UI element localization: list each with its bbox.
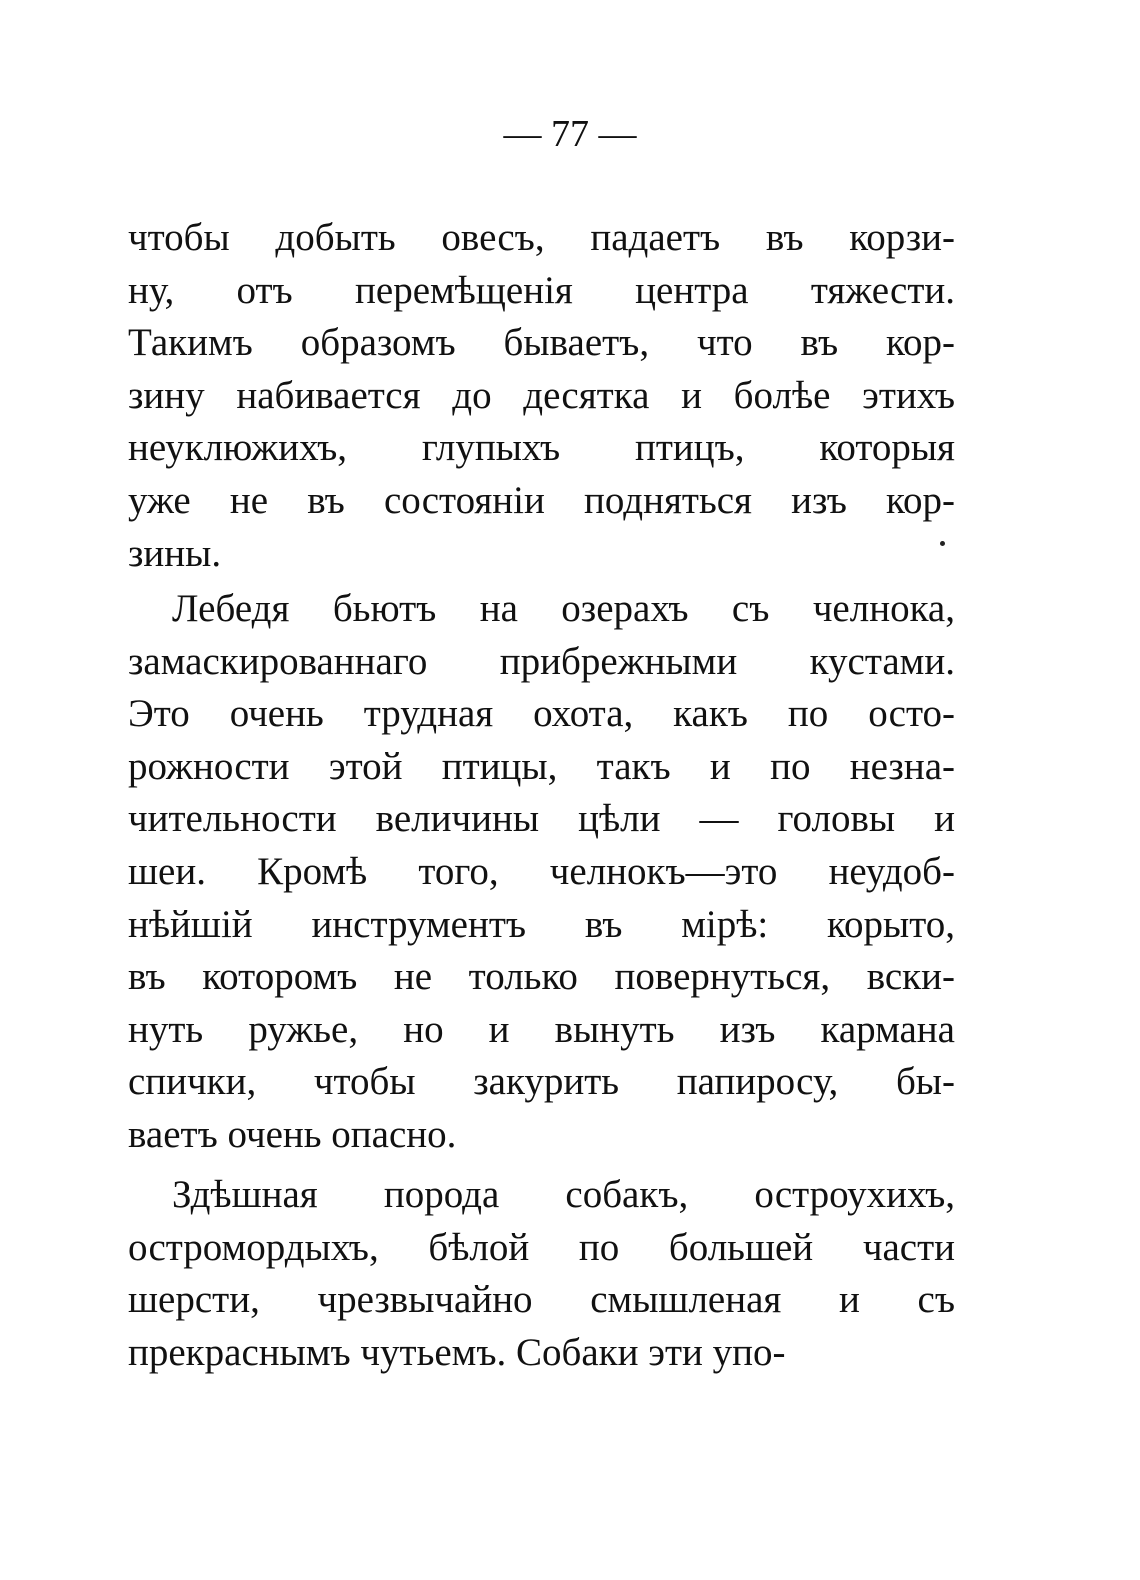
text-line: Здѣшная порода собакъ, остроухихъ, [172,1173,955,1216]
text-line: шерсти, чрезвычайно смышленая и съ [128,1278,955,1322]
text-line: Это очень трудная охота, какъ по осто- [128,692,955,736]
text-line: прекраснымъ чутьемъ. Собаки эти упо- [128,1330,786,1374]
text-line: спички, чтобы закурить папиросу, бы- [128,1060,955,1104]
text-line: чительности величины цѣли — головы и [128,797,955,841]
text-line: уже не въ состояніи подняться изъ кор- [128,479,955,522]
text-line: нуть ружье, но и вынуть изъ кармана [128,1007,955,1051]
text-line: остромордыхъ, бѣлой по большей части [128,1225,955,1269]
text-line: ну, отъ перемѣщенія центра тяжести. [128,268,955,312]
text-line: рожности этой птицы, такъ и по незна- [128,744,955,788]
text-line: въ которомъ не только повернуться, вски- [128,955,955,999]
text-line: ваетъ очень опасно. [128,1113,457,1156]
text-line: нѣйшій инструментъ въ мірѣ: корыто, [128,902,955,946]
ink-speck [940,541,945,546]
text-line: чтобы добыть овесъ, падаетъ въ корзи- [128,216,955,259]
text-line: замаскированнаго прибрежными кустами. [128,639,955,683]
text-line: зины. [128,531,222,575]
text-line: зину набивается до десятка и болѣе этихъ [128,373,955,417]
text-line: шеи. Кромѣ того, челнокъ—это неудоб- [128,850,955,893]
text-line: Лебедя бьютъ на озерахъ съ челнока, [172,587,955,630]
text-line: Такимъ образомъ бываетъ, что въ кор- [128,321,955,365]
text-line: неуклюжихъ, глупыхъ птицъ, которыя [128,426,955,470]
page-number: — 77 — [503,113,637,155]
